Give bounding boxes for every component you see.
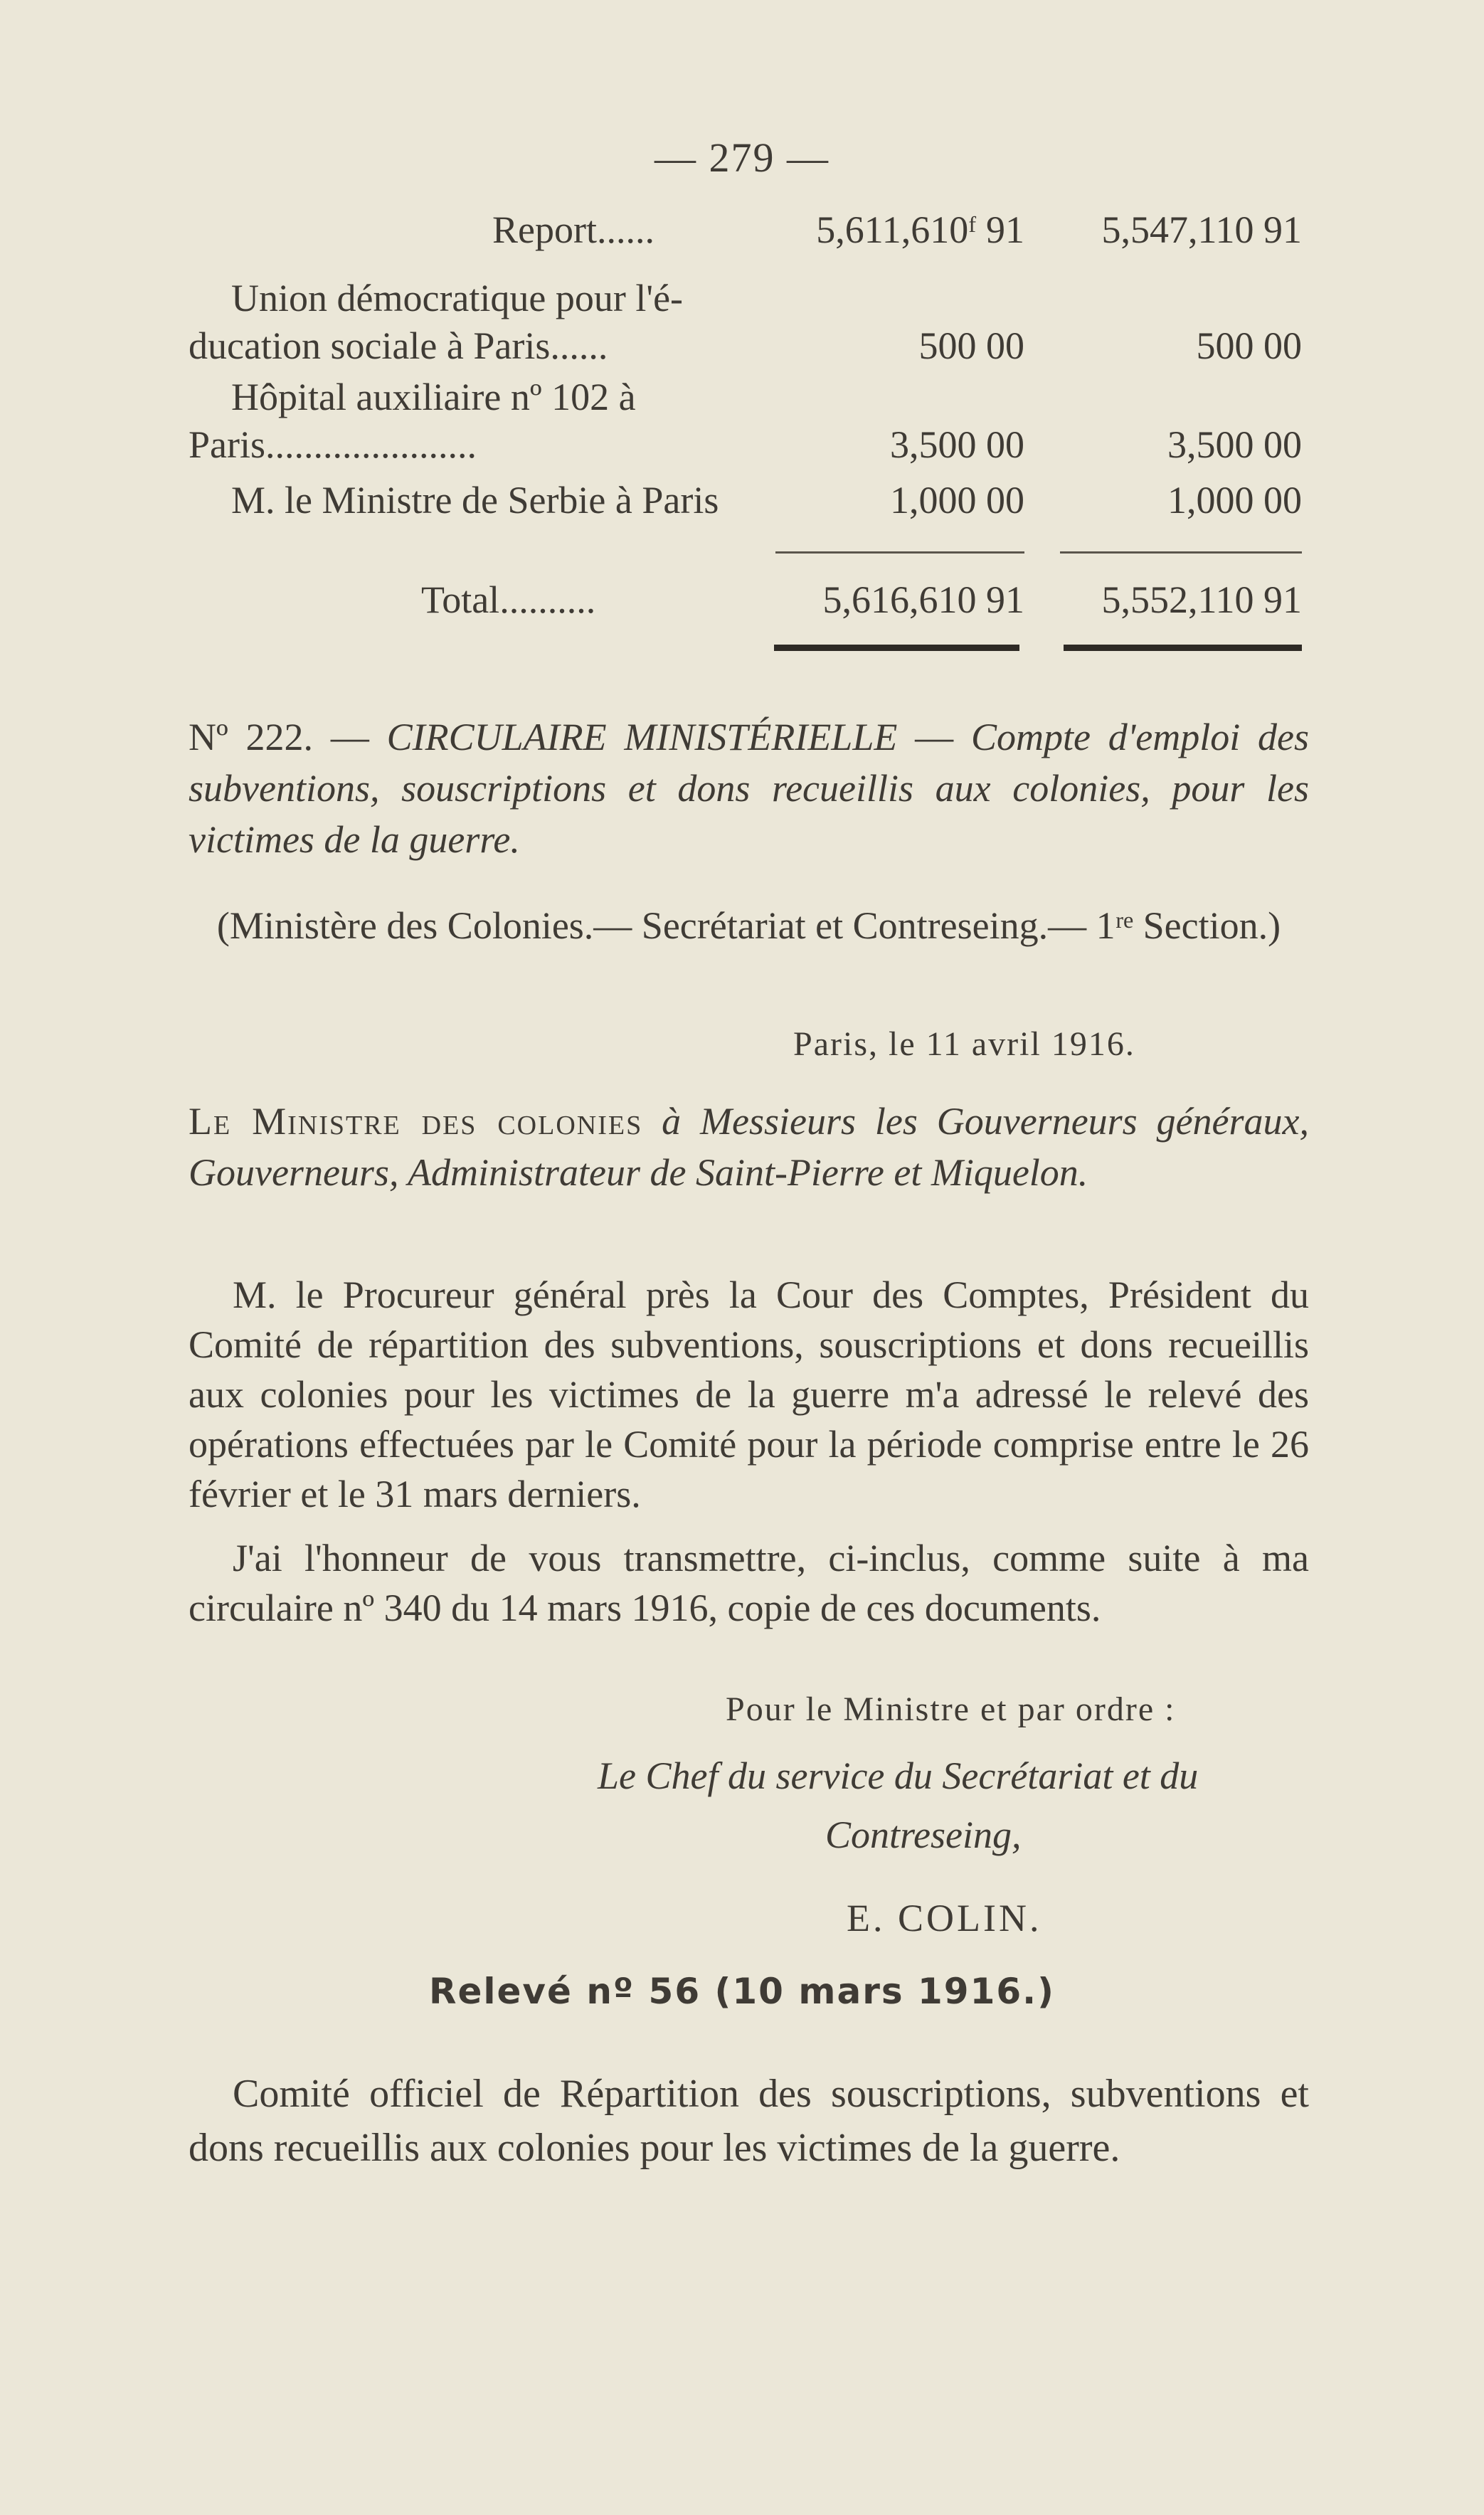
total-underline bbox=[774, 645, 1019, 651]
dateline: Paris, le 11 avril 1916. bbox=[793, 1025, 1135, 1063]
body-paragraph: J'ai l'honneur de vous transmettre, ci-inclus, comme suite à ma circulaire nº 340 du 14 mars 1916, copie de ces documents. bbox=[189, 1537, 1309, 1629]
addressee bbox=[189, 1096, 1309, 1198]
account-label-line: Hôpital auxiliaire nº 102 à bbox=[231, 376, 636, 418]
page-number: — 279 — bbox=[654, 134, 830, 181]
account-amount-1: 3,500 00 bbox=[890, 423, 1024, 466]
total-underline bbox=[1064, 645, 1302, 651]
sum-rule bbox=[775, 551, 1024, 554]
signature-title-line: Le Chef du service du Secrétariat et du bbox=[598, 1754, 1199, 1797]
signature-title-line: Contreseing, bbox=[825, 1814, 1022, 1856]
releve-heading: Relevé nº 56 (10 mars 1916.) bbox=[428, 1971, 1056, 2012]
sum-rule bbox=[1060, 551, 1302, 554]
account-amount-2: 1,000 00 bbox=[1167, 479, 1302, 521]
circular-title: CIRCULAIRE MINISTÉRIELLE bbox=[386, 716, 898, 758]
addressee-recipients: à Messieurs les Gouverneurs généraux, Gouverneurs, Administrateur de Saint-Pierre et Miquelon. bbox=[189, 1100, 1309, 1194]
report-amount-1: 5,611,610ᶠ 91 bbox=[816, 208, 1024, 251]
account-label-line: Union démocratique pour l'é- bbox=[231, 277, 684, 319]
account-label-line: Paris...................... bbox=[189, 423, 477, 466]
account-amount-2: 3,500 00 bbox=[1167, 423, 1302, 466]
addressee-sender: Le Ministre des colonies bbox=[189, 1100, 643, 1143]
circular-subtitle: Compte d'emploi des subventions, souscriptions et dons recueillis aux colonies, pour les victimes de la guerre. bbox=[189, 716, 1309, 861]
total-label: Total.......... bbox=[421, 578, 596, 621]
ministry-line: (Ministère des Colonies.— Secrétariat et Contreseing.— 1ʳᵉ Section.) bbox=[216, 904, 1281, 947]
committee-title: Comité officiel de Répartition des souscriptions, subventions et dons recueillis aux colonies pour les victimes de la guerre. bbox=[189, 2072, 1309, 2170]
report-amount-2: 5,547,110 91 bbox=[1101, 208, 1302, 251]
circular-heading bbox=[189, 711, 1309, 865]
report-label: Report...... bbox=[492, 208, 654, 251]
heading-dash: — bbox=[897, 716, 971, 758]
heading-dash: — bbox=[313, 716, 387, 758]
account-label-line: M. le Ministre de Serbie à Paris bbox=[231, 479, 719, 521]
total-amount-1: 5,616,610 91 bbox=[822, 578, 1024, 621]
circular-number: Nº 222. bbox=[189, 716, 314, 758]
account-amount-2: 500 00 bbox=[1196, 324, 1302, 367]
body-paragraph: M. le Procureur général près la Cour des Comptes, Président du Comité de répartition des subventions, souscriptions et dons recueillis aux colonies pour les victimes de la guerre m'a adressé le relevé des opérations effectuées par le Comité pour la période comprise entre le 26 février et le 31 mars derniers. bbox=[189, 1274, 1309, 1515]
total-amount-2: 5,552,110 91 bbox=[1101, 578, 1302, 621]
account-amount-1: 500 00 bbox=[918, 324, 1024, 367]
signature-order-line: Pour le Ministre et par ordre : bbox=[726, 1690, 1176, 1728]
account-label-line: ducation sociale à Paris...... bbox=[189, 324, 608, 367]
signatory-name: E. COLIN. bbox=[847, 1897, 1042, 1939]
account-amount-1: 1,000 00 bbox=[890, 479, 1024, 521]
